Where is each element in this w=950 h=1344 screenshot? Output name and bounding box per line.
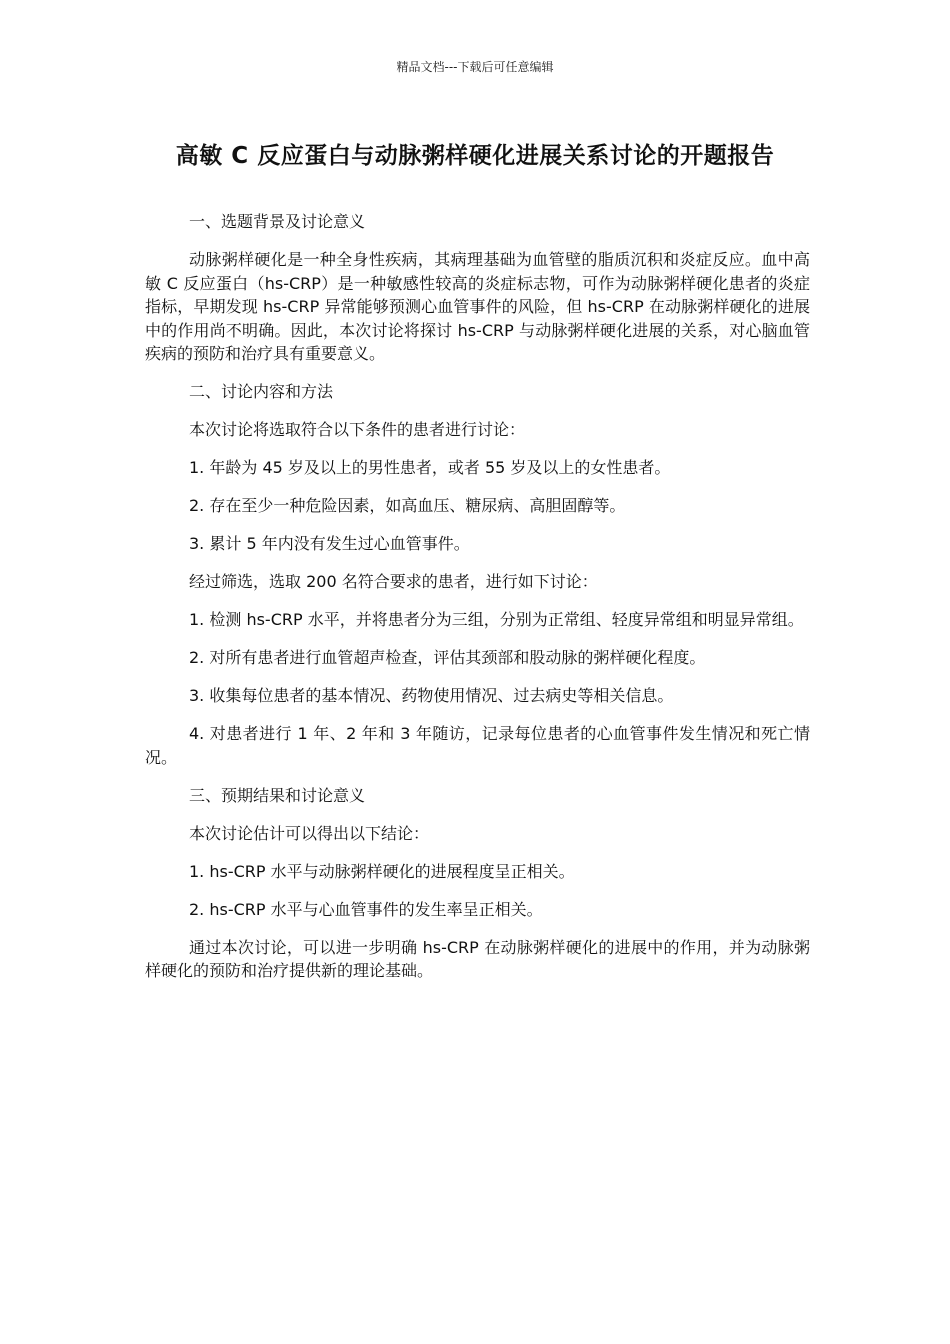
section-heading-background: 一、选题背景及讨论意义 xyxy=(189,212,366,231)
section-heading-methods: 二、讨论内容和方法 xyxy=(189,382,334,401)
paragraph-procedure-intro: 经过筛选，选取 200 名符合要求的患者，进行如下讨论： xyxy=(189,572,598,591)
paragraph-background: 动脉粥样硬化是一种全身性疾病，其病理基础为血管壁的脂质沉积和炎症反应。血中高敏 C 反应蛋白（hs-CRP）是一种敏感性较高的炎症标志物，可作为动脉粥样硬化患者的炎症指标，早期发现 hs-CRP 异常能够预测心血管事件的风险，但 hs-CRP 在动脉粥样硬化的进展中的作用尚不明确。因此，本次讨论将探讨 hs-CRP 与动脉粥样硬化进展的关系，对心脑血管疾病的预防和治疗具有重要意义。 xyxy=(145,250,810,363)
result-item-1: 1. hs-CRP 水平与动脉粥样硬化的进展程度呈正相关。 xyxy=(189,861,575,881)
paragraph-conclusion: 通过本次讨论，可以进一步明确 hs-CRP 在动脉粥样硬化的进展中的作用，并为动脉粥样硬化的预防和治疗提供新的理论基础。 xyxy=(145,937,810,980)
paragraph-results-intro: 本次讨论估计可以得出以下结论： xyxy=(189,823,430,843)
criteria-item-1: 1. 年龄为 45 岁及以上的男性患者，或者 55 岁及以上的女性患者。 xyxy=(189,458,671,477)
document-title: 高敏 C 反应蛋白与动脉粥样硬化进展关系讨论的开题报告 xyxy=(175,143,775,169)
section-heading-results: 三、预期结果和讨论意义 xyxy=(189,785,366,805)
criteria-item-2: 2. 存在至少一种危险因素，如高血压、糖尿病、高胆固醇等。 xyxy=(189,496,626,515)
procedure-item-1: 1. 检测 hs-CRP 水平，并将患者分为三组，分别为正常组、轻度异常组和明显异常组。 xyxy=(189,610,804,629)
procedure-item-3: 3. 收集每位患者的基本情况、药物使用情况、过去病史等相关信息。 xyxy=(189,686,674,705)
result-item-2: 2. hs-CRP 水平与心血管事件的发生率呈正相关。 xyxy=(189,899,543,919)
criteria-item-3: 3. 累计 5 年内没有发生过心血管事件。 xyxy=(189,534,470,553)
procedure-item-2: 2. 对所有患者进行血管超声检查，评估其颈部和股动脉的粥样硬化程度。 xyxy=(189,648,706,667)
header-note: 精品文档---下载后可任意编辑 xyxy=(396,60,554,74)
document-body xyxy=(145,210,810,997)
paragraph-selection-intro: 本次讨论将选取符合以下条件的患者进行讨论： xyxy=(189,420,526,439)
procedure-item-4: 4. 对患者进行 1 年、2 年和 3 年随访，记录每位患者的心血管事件发生情况和死亡情况。 xyxy=(145,724,810,767)
